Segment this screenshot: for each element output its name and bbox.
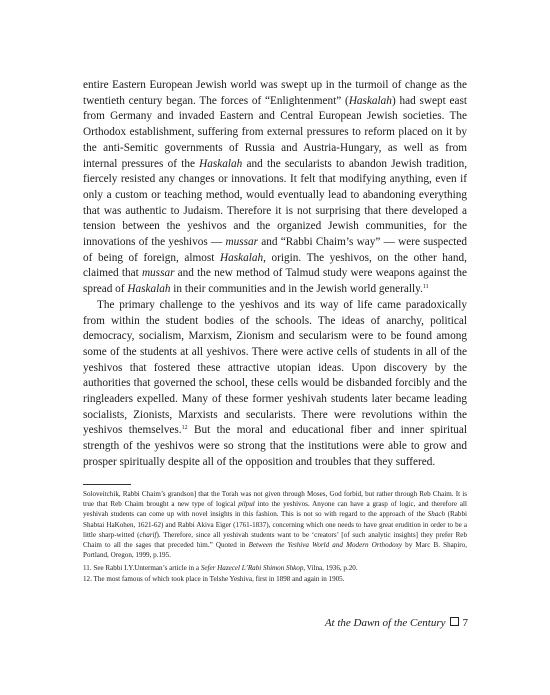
text-run: 11. See Rabbi I.Y.Unterman’s article in a xyxy=(83,564,201,573)
text-run: Soloveitchik, Rabbi Chaim’s grandson] that the Torah was not given through Moses, God forbid, but rather through Reb Chaim. It is true that Reb Chaim brought a new type of logical xyxy=(83,490,467,509)
italic-term: pilpul xyxy=(238,500,255,509)
text-run: and “Rabbi Chaim’s way” — were suspected of being of foreign, almost xyxy=(83,236,467,264)
italic-term: Shach xyxy=(427,510,446,519)
body-text xyxy=(83,78,467,471)
square-ornament-icon xyxy=(450,617,459,626)
text-run: , Vilna, 1936, p.20. xyxy=(303,564,358,573)
page-number: 7 xyxy=(462,617,468,629)
footnote-12: 12. The most famous of which took place in Telshe Yeshiva, first in 1898 and again in 1905. xyxy=(83,574,345,583)
text-run: by Marc B. Shapiro, Portland, Oregon, 1999, p.195. xyxy=(83,541,467,560)
paragraph-2 xyxy=(83,298,467,471)
text-run: , origin. The yeshivos, on the other hand, claimed that xyxy=(83,251,467,280)
footnote-divider xyxy=(83,484,131,485)
italic-term: mussar xyxy=(225,236,259,249)
footnote-continued xyxy=(83,489,467,560)
italic-term: mussar xyxy=(141,267,175,280)
text-run: entire Eastern European Jewish world was swept up in the turmoil of change as the twentieth century began. The forces of “Enlightenment” ( xyxy=(83,79,467,107)
footnote-11 xyxy=(83,563,467,573)
paragraph-1 xyxy=(83,78,467,298)
italic-term: Haskalah xyxy=(348,94,392,107)
footnote-ref-11[interactable]: 11 xyxy=(422,284,429,291)
italic-title: Sefer Hazecel L’Rabi Shimon Shkop xyxy=(200,564,304,573)
text-run: and the secularists to abandon Jewish tradition, fiercely resisted any changes or innovations. It felt that modifying anything, even if only a custom or teaching method, would eventually lead to abandoning everything that was authentic to Judaism. Therefore it is not surprising that there developed a tension between the yeshivos and the organized Jewish communities, for the innovations of the yeshivos — xyxy=(83,157,468,249)
running-footer xyxy=(325,617,468,629)
text-run: ). Therefore, since all yeshivah students want to be ‘creators’ [of such analytic insights] they prefer Reb Chaim to all the sages that preceded him.” Quoted in xyxy=(83,530,468,550)
footnotes xyxy=(83,489,467,584)
italic-term: Haskalah xyxy=(127,283,171,296)
text-run: into the yeshivos. Anyone can have a grasp of logic, and therefore all yeshivah students can come up with novel insights in this fashion. This is not so with regard to the approach of the xyxy=(83,500,467,519)
italic-term: Haskalah xyxy=(199,157,243,170)
text-run: and the new method of Talmud study were weapons against the spread of xyxy=(83,267,467,296)
running-title: At the Dawn of the Century xyxy=(324,617,446,629)
text-run: But the moral and educational fiber and inner spiritual strength of the yeshivos were so strong that the institutions were able to grow and prosper spiritually despite all of the opposition and troubles that they suffered. xyxy=(83,424,467,468)
footnote-ref-12[interactable]: 12 xyxy=(181,425,188,432)
text-run: The primary challenge to the yeshivos and its way of life came paradoxically from within the student bodies of the schools. The ideas of anarchy, political democracy, socialism, Marxism, Zionism and secularism were to be found among some of the students at all yeshivos. There were active cells of students in all of the yeshivos that fostered these attractive utopian ideas. Upon discovery by the authorities that governed the school, these cells would be disbanded forcibly and the ringleaders expelled. Many of these former yeshivah students later became leading socialists, Zionists, Marxists and secularists. There were revolutions within the yeshivos themselves. xyxy=(83,298,467,437)
text-run: (Rabbi Shabtai HaKohen, 1621-62) and Rabbi Akiva Eiger (1761-1837), concerning which one needs to have great erudition in order to be a little sharp-witted ( xyxy=(83,510,467,539)
italic-term: Haskalah xyxy=(219,251,264,264)
text-run: ) had swept east from Germany and invaded Eastern and Central European Jewish societies. The Orthodox establishment, suffering from external pressures to reform placed on it by the anti-Semitic governments of Russia and Austria-Hungary, as well as from internal pressures of the xyxy=(83,94,467,170)
text-run: in their communities and in the Jewish world generally. xyxy=(170,283,423,296)
italic-title: Between the Yeshiva World and Modern Orthodoxy xyxy=(248,541,403,550)
italic-term: charif xyxy=(139,530,157,539)
